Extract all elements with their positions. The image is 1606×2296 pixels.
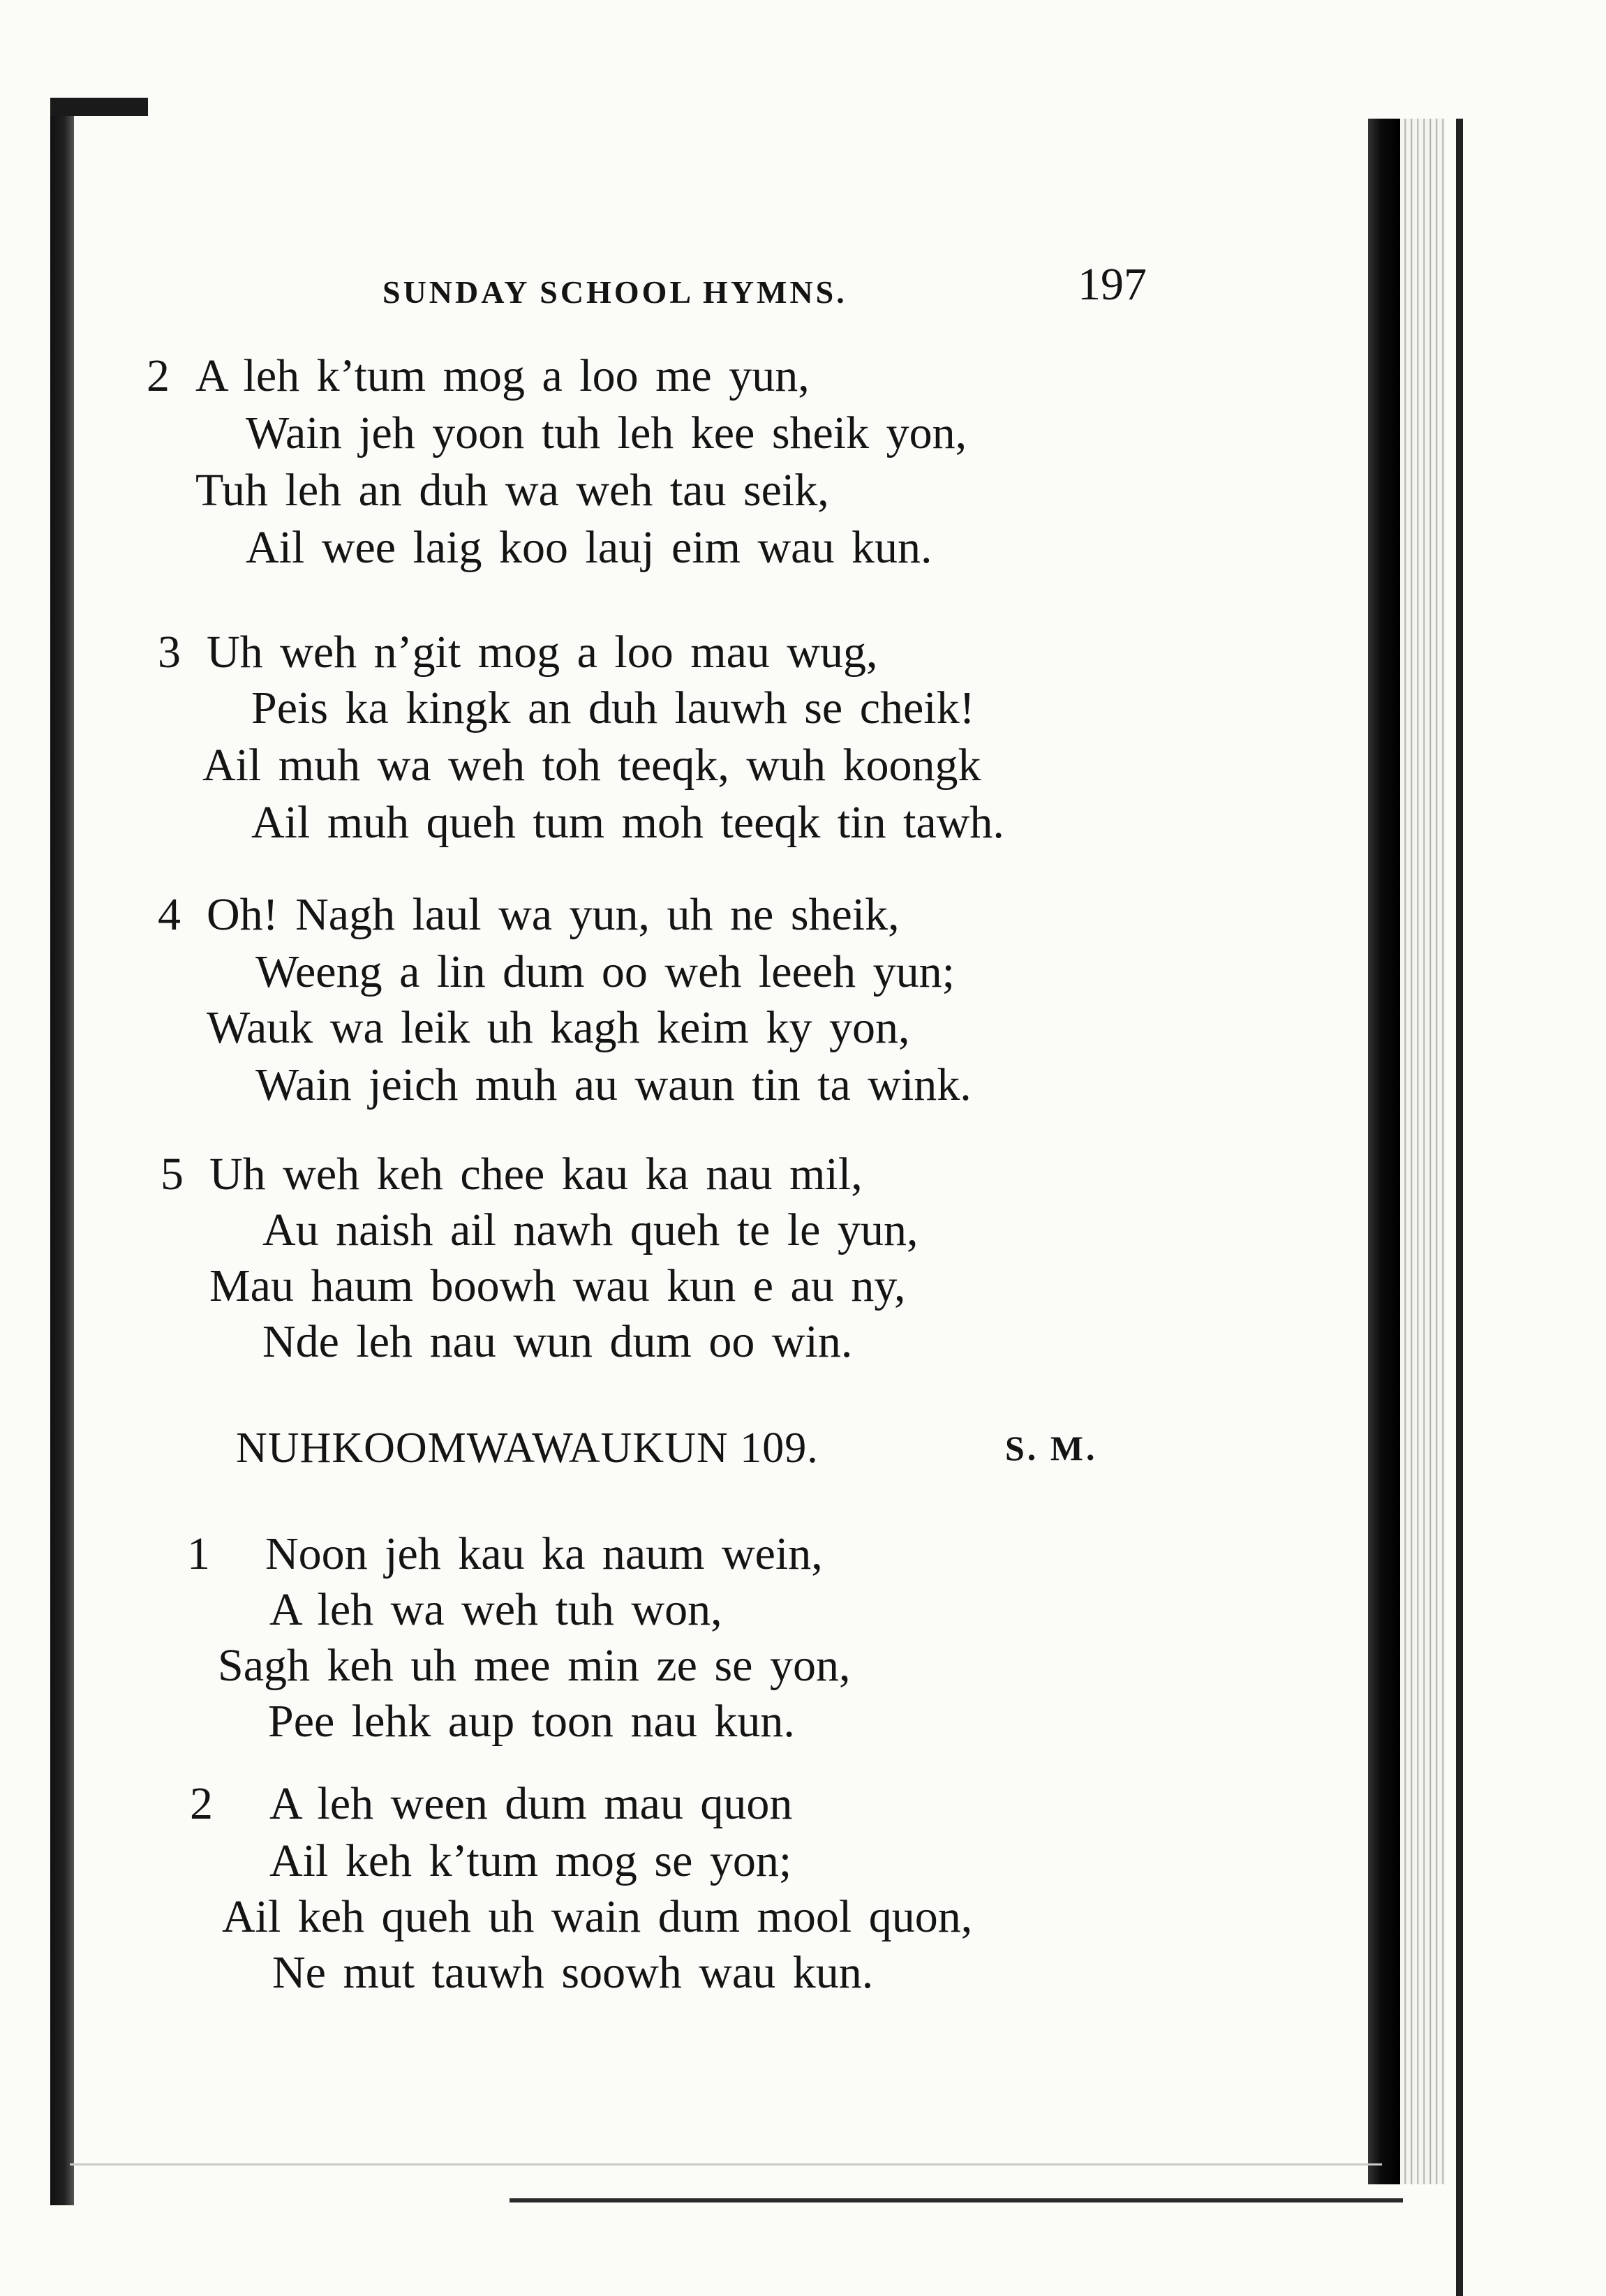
- left-page-edge-top: [50, 98, 148, 116]
- running-title: SUNDAY SCHOOL HYMNS.: [382, 274, 847, 310]
- right-page-edges: [1400, 119, 1445, 2184]
- verse-line: Ail muh queh tum moh teeqk tin tawh.: [251, 797, 1004, 848]
- verse-line: Uh weh n’git mog a loo mau wug,: [207, 627, 878, 678]
- verse-number: 4: [158, 889, 181, 940]
- verse-line: Wain jeh yoon tuh leh kee sheik yon,: [246, 408, 967, 459]
- verse-line: A leh k’tum mog a loo me yun,: [195, 350, 810, 401]
- verse-line: Sagh keh uh mee min ze se yon,: [218, 1640, 851, 1691]
- verse-line: Au naish ail nawh queh te le yun,: [262, 1205, 919, 1255]
- verse-line: Ail muh wa weh toh teeqk, wuh koongk: [202, 740, 981, 791]
- hymn-meter: S. M.: [1005, 1429, 1098, 1468]
- verse-number: 2: [190, 1778, 213, 1829]
- verse-line: Ne mut tauwh soowh wau kun.: [272, 1947, 874, 1998]
- right-binding-shadow: [1368, 119, 1400, 2184]
- verse-number: 2: [147, 350, 170, 401]
- verse-number: 3: [158, 627, 181, 678]
- bottom-rule: [510, 2198, 1403, 2202]
- verse-line: Pee lehk aup toon nau kun.: [268, 1696, 795, 1747]
- bottom-page-edge: [70, 2163, 1382, 2165]
- verse-line: Ail wee laig koo lauj eim wau kun.: [246, 522, 932, 573]
- right-outer-edge: [1456, 119, 1463, 2296]
- verse-line: Weeng a lin dum oo weh leeeh yun;: [255, 946, 955, 997]
- verse-line: Oh! Nagh laul wa yun, uh ne sheik,: [207, 889, 900, 940]
- verse-line: Tuh leh an duh wa weh tau seik,: [195, 465, 829, 516]
- verse-line: A leh wa weh tuh won,: [269, 1584, 722, 1635]
- page-number: 197: [1078, 259, 1147, 310]
- verse-number: 1: [187, 1528, 210, 1579]
- verse-line: Noon jeh kau ka naum wein,: [265, 1528, 823, 1579]
- verse-line: Uh weh keh chee kau ka nau mil,: [209, 1149, 863, 1200]
- verse-line: Nde leh nau wun dum oo win.: [262, 1316, 853, 1367]
- verse-number: 5: [161, 1149, 184, 1200]
- verse-line: Wain jeich muh au waun tin ta wink.: [255, 1059, 972, 1110]
- verse-line: Ail keh k’tum mog se yon;: [269, 1835, 792, 1886]
- verse-line: Peis ka kingk an duh lauwh se cheik!: [251, 683, 975, 733]
- left-page-edge: [50, 98, 74, 2205]
- verse-line: Ail keh queh uh wain dum mool quon,: [222, 1891, 973, 1942]
- verse-line: Wauk wa leik uh kagh keim ky yon,: [207, 1002, 910, 1053]
- verse-line: Mau haum boowh wau kun e au ny,: [209, 1260, 906, 1311]
- verse-line: A leh ween dum mau quon: [269, 1778, 793, 1829]
- hymn-title: NUHKOOMWAWAUKUN 109.: [236, 1424, 819, 1472]
